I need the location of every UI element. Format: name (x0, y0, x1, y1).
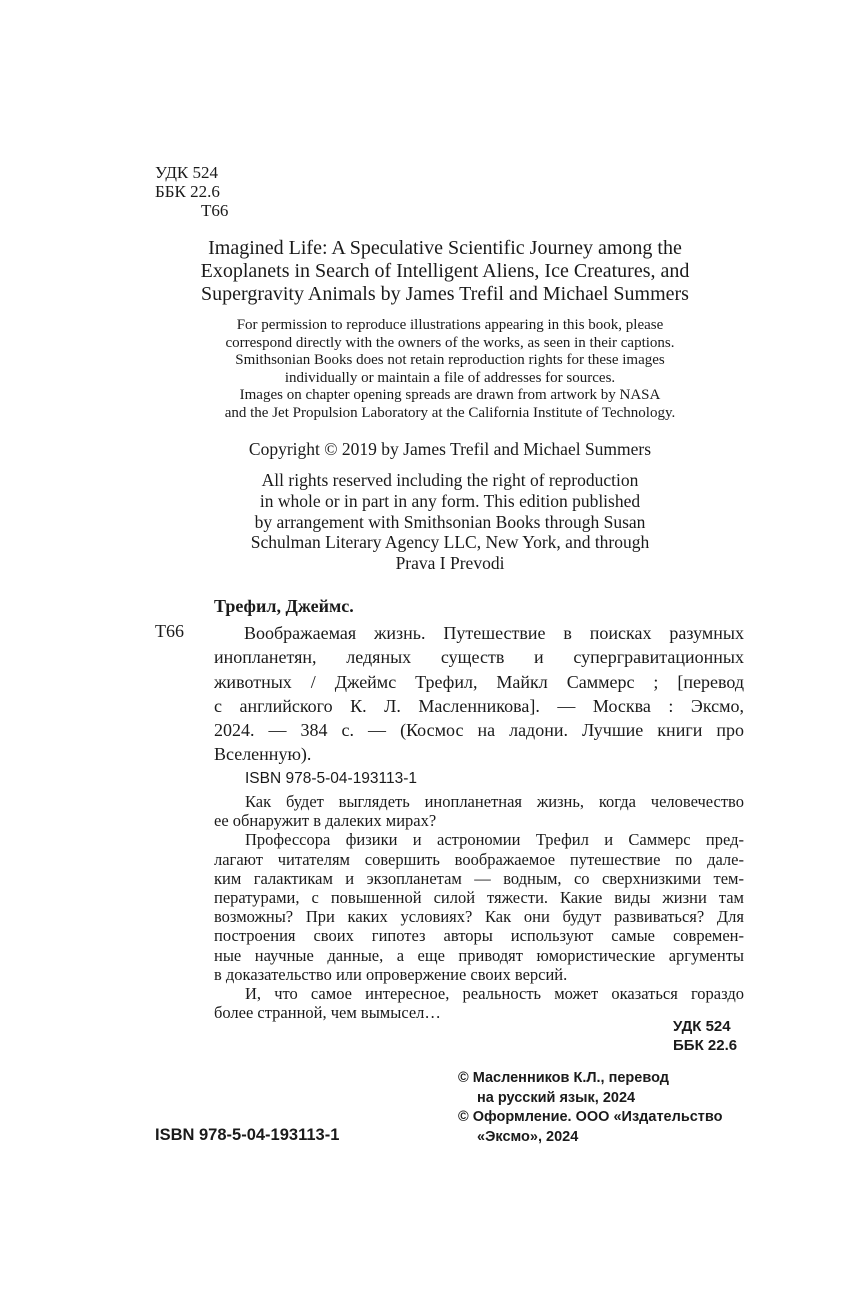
footer-bbk: ББК 22.6 (673, 1037, 738, 1054)
catalog-author-mark: Т66 (155, 621, 184, 641)
annotation-line: более странной, чем вымысел… (214, 1003, 441, 1023)
permission-line: Smithsonian Books does not retain reproduction rights for these images (235, 352, 665, 369)
description-line: Вселенную). (214, 744, 312, 765)
annotation-line: И, что самое интересное, реальность может оказаться гораздо (245, 984, 744, 1004)
original-title (150, 237, 740, 306)
description-line: 2024. — 384 с. — (Космос на ладони. Лучшие книги про (214, 720, 744, 741)
udc-code: УДК 524 (155, 163, 219, 182)
permission-line: individually or maintain a file of addresses for sources. (284, 369, 616, 386)
original-title-line: Imagined Life: A Speculative Scientific Journey among the (208, 237, 682, 259)
permission-line: Images on chapter opening spreads are drawn from artwork by NASA (239, 387, 661, 404)
annotation-line: лагают читателям совершить воображаемое путешествие по дале- (214, 849, 744, 869)
footer-copyright-line: © Масленников К.Л., перевод (458, 1070, 669, 1086)
footer-copyright-line: на русский язык, 2024 (477, 1089, 636, 1106)
description-line: Воображаемая жизнь. Путешествие в поисках разумных (244, 623, 744, 643)
permission-line: and the Jet Propulsion Laboratory at the California Institute of Technology. (224, 404, 676, 421)
permissions-notice (150, 317, 750, 423)
author-mark: Т66 (201, 201, 229, 220)
footer-isbn: ISBN 978-5-04-193113-1 (155, 1126, 340, 1144)
annotation (214, 792, 744, 1022)
rights-line: in whole or in part in any form. This edition published (259, 490, 641, 511)
original-title-line: Exoplanets in Search of Intelligent Aliens, Ice Creatures, and (200, 260, 690, 282)
annotation-line: Профессора физики и астрономии Трефил и Саммерс пред- (245, 830, 744, 850)
annotation-line: Как будет выглядеть инопланетная жизнь, когда человечество (245, 792, 744, 811)
catalog-author: Трефил, Джеймс. (214, 596, 354, 616)
footer-copyright-line: © Оформление. ООО «Издательство (458, 1109, 723, 1125)
description-line: животных / Джеймс Трефил, Майкл Саммерс ; [перевод (214, 671, 744, 692)
permission-line: correspond directly with the owners of the works, as seen in their captions. (225, 334, 675, 351)
footer-copyright (458, 1069, 722, 1147)
annotation-line: ные научные данные, а еще приводят юмористические аргументы (214, 945, 744, 965)
original-copyright: Copyright © 2019 by James Trefil and Michael Summers (248, 439, 652, 459)
permission-line: For permission to reproduce illustrations appearing in this book, please (236, 317, 664, 333)
rights-line: Prava I Prevodi (395, 553, 505, 574)
annotation-line: построения своих гипотез авторы используют самые современ- (214, 926, 744, 946)
description-line: с английского К. Л. Масленникова]. — Москва : Эксмо, (214, 695, 744, 716)
catalog-description (214, 621, 744, 767)
rights-line: Schulman Literary Agency LLC, New York, and through (250, 532, 650, 553)
rights-line: by arrangement with Smithsonian Books through Susan (254, 511, 646, 532)
footer-classification (673, 1017, 737, 1055)
rights-line: All rights reserved including the right of reproduction (261, 470, 639, 490)
annotation-line: в доказательство или опровержение своих версий. (214, 964, 568, 984)
classification-codes (155, 163, 228, 220)
description-line: инопланетян, ледяных существ и супергравитационных (214, 647, 744, 668)
bbk-code: ББК 22.6 (155, 182, 220, 201)
rights-notice (215, 470, 685, 574)
annotation-line: ким галактикам и экзопланетам — водным, со сверхнизкими тем- (214, 868, 744, 888)
footer-copyright-line: «Эксмо», 2024 (477, 1128, 579, 1145)
original-title-line: Supergravity Animals by James Trefil and Michael Summers (201, 283, 689, 305)
annotation-line: возможны? При каких условиях? Как они будут развиваться? Для (214, 907, 744, 927)
footer-udc: УДК 524 (673, 1018, 731, 1035)
annotation-line: ее обнаружит в далеких мирах? (214, 811, 437, 831)
annotation-line: пературами, с повышенной силой тяжести. Какие виды жизни там (214, 888, 744, 908)
catalog-isbn: ISBN 978-5-04-193113-1 (245, 770, 418, 787)
